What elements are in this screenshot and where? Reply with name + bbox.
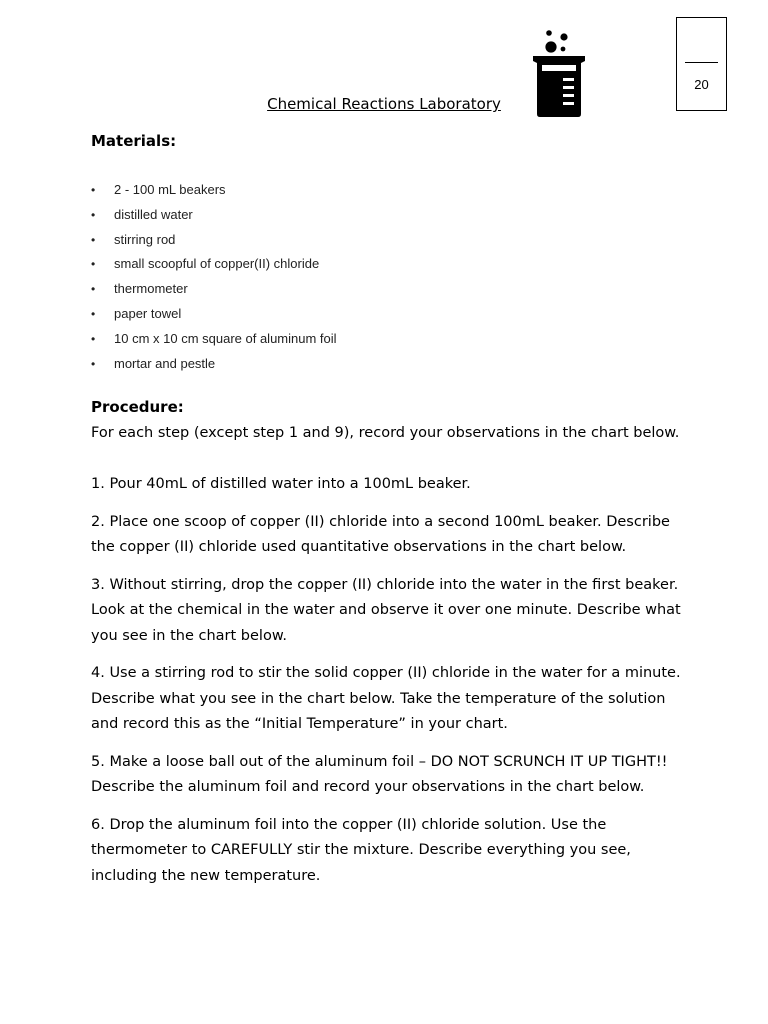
materials-list — [91, 181, 337, 379]
procedure-step: 6. Drop the aluminum foil into the copper (II) chloride solution. Use the thermometer to CAREFULLY stir the mixture. Describe everything you see, including the new temperature. — [91, 816, 631, 884]
procedure-step: 4. Use a stirring rod to stir the solid copper (II) chloride in the water for a minute. Describe what you see in the chart below. Take the temperature of the solution and record this as the “Initial Temperature” in your chart. — [91, 665, 681, 732]
material-item — [91, 181, 337, 206]
score-blank-line — [685, 62, 718, 63]
material-item — [91, 231, 337, 256]
bullet-icon: • — [91, 331, 96, 346]
material-item — [91, 305, 337, 330]
page-title: Chemical Reactions Laboratory — [267, 95, 501, 113]
procedure-heading: Procedure: — [91, 398, 184, 416]
score-total-points: 20 — [694, 77, 709, 92]
bullet-icon: • — [91, 306, 96, 321]
material-item-label: small scoopful of copper(II) chloride — [114, 256, 320, 272]
procedure-step: 5. Make a loose ball out of the aluminum foil – DO NOT SCRUNCH IT UP TIGHT!! Describe the aluminum foil and record your observations in the chart below. — [91, 753, 668, 795]
bullet-icon: • — [91, 183, 96, 197]
material-item-label: 2 - 100 mL beakers — [114, 182, 226, 197]
procedure-step: 2. Place one scoop of copper (II) chloride into a second 100mL beaker. Describe the copper (II) chloride used quantitative observations in the chart below. — [91, 513, 670, 555]
material-item — [91, 255, 337, 280]
material-item-label: paper towel — [114, 305, 182, 321]
procedure-step: 1. Pour 40mL of distilled water into a 100mL beaker. — [91, 476, 471, 492]
material-item-label: mortar and pestle — [114, 355, 216, 371]
bullet-icon: • — [91, 232, 96, 247]
material-item-label: 10 cm x 10 cm square of aluminum foil — [114, 330, 337, 346]
material-item — [91, 206, 337, 231]
bullet-icon: • — [91, 282, 96, 297]
material-item — [91, 330, 337, 355]
bullet-icon: • — [91, 356, 96, 371]
materials-heading: Materials: — [91, 132, 177, 150]
procedure-intro: For each step (except step 1 and 9), record your observations in the chart below. — [91, 425, 680, 441]
bullet-icon: • — [91, 207, 96, 222]
procedure-step: 3. Without stirring, drop the copper (II) chloride into the water in the first beaker. Look at the chemical in the water and observe it over one minute. Describe what you see in the chart below. — [91, 576, 681, 644]
material-item — [91, 355, 337, 380]
material-item — [91, 280, 337, 305]
material-item-label: thermometer — [114, 281, 188, 297]
bullet-icon: • — [91, 257, 96, 272]
material-item-label: distilled water — [114, 206, 193, 222]
procedure-steps — [91, 472, 691, 901]
material-item-label: stirring rod — [114, 231, 176, 247]
